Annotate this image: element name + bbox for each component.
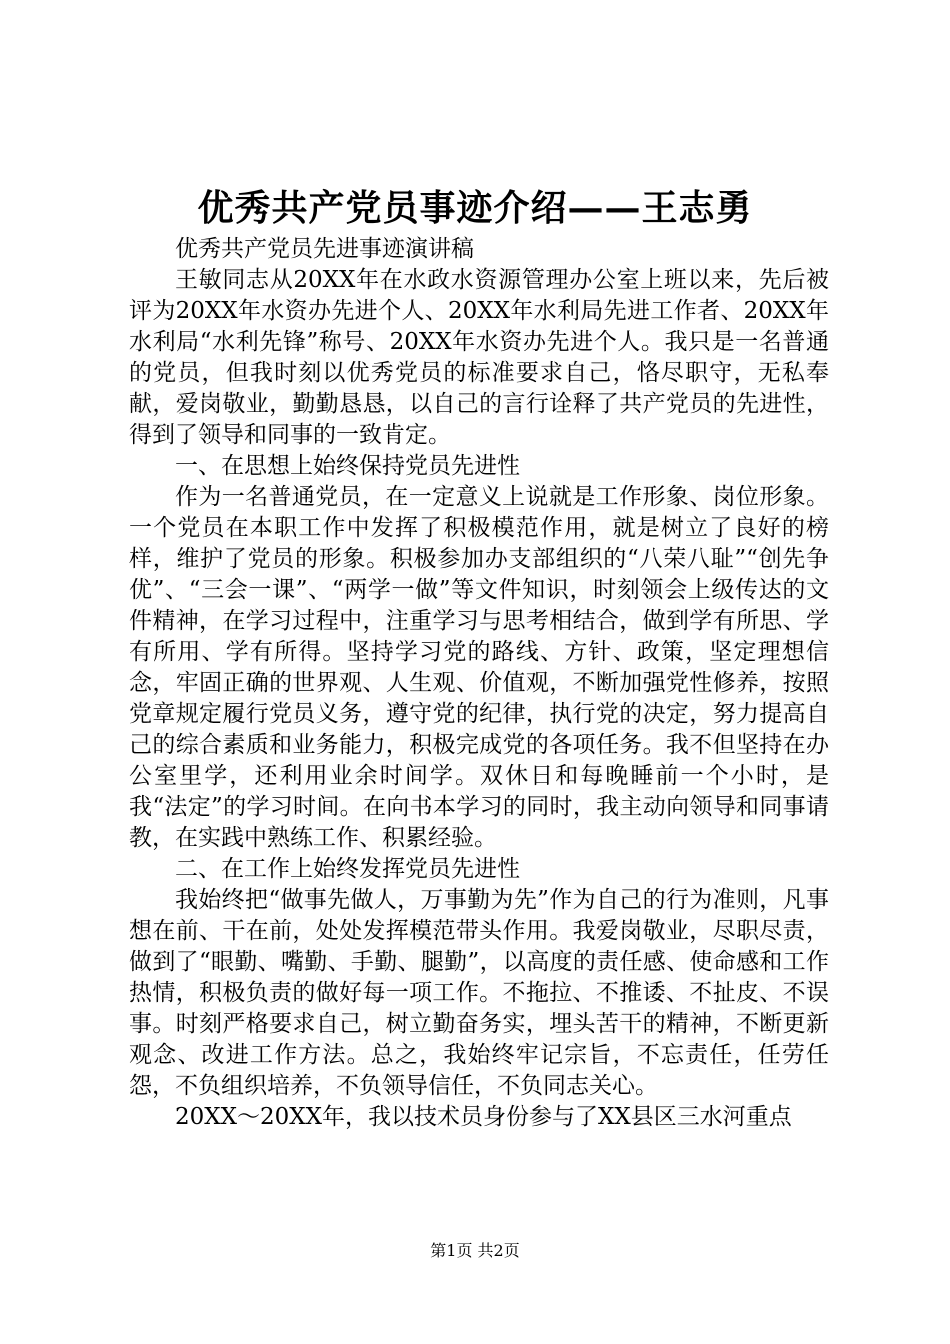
document-body	[129, 234, 829, 1133]
paragraph-continued: 20XX～20XX年，我以技术员身份参与了XX县区三水河重点	[175, 1104, 792, 1130]
page-number-footer: 第1页 共2页	[430, 1241, 520, 1260]
paragraph-section-2: 我始终把“做事先做人，万事勤为先”作为自己的行为准则，凡事想在前、干在前，处处发挥模范带头作用。我爱岗敬业，尽职尽责，做到了“眼勤、嘴勤、手勤、腿勤”，以高度的责任感、使命感和工作热情，积极负责的做好每一项工作。不拖拉、不推诿、不扯皮、不误事。时刻严格要求自己，树立勤奋务实，埋头苦干的精神，不断更新观念、改进工作方法。总之，我始终牢记宗旨，不忘责任，任劳任怨，不负组织培养，不负领导信任，不负同志关心。	[129, 887, 829, 1099]
paragraph-subtitle: 优秀共产党员先进事迹演讲稿	[175, 236, 474, 262]
document-title: 优秀共产党员事迹介绍——王志勇	[197, 187, 753, 229]
paragraph-intro: 王敏同志从20XX年在水政水资源管理办公室上班以来，先后被评为20XX年水资办先进个人、20XX年水利局先进工作者、20XX年水利局“水利先锋”称号、20XX年水资办先进个人。我只是一名普通的党员，但我时刻以优秀党员的标准要求自己，恪尽职守，无私奉献，爱岗敬业，勤勤恳恳，以自己的言行诠释了共产党员的先进性，得到了领导和同事的一致肯定。	[129, 267, 829, 448]
paragraph-section-1: 作为一名普通党员，在一定意义上说就是工作形象、岗位形象。一个党员在本职工作中发挥了积极模范作用，就是树立了良好的榜样，维护了党员的形象。积极参加办支部组织的“八荣八耻”“创先争优”、“三会一课”、“两学一做”等文件知识，时刻领会上级传达的文件精神，在学习过程中，注重学习与思考相结合，做到学有所思、学有所用、学有所得。坚持学习党的路线、方针、政策，坚定理想信念，牢固正确的世界观、人生观、价值观，不断加强党性修养，按照党章规定履行党员义务，遵守党的纪律，执行党的决定，努力提高自己的综合素质和业务能力，积极完成党的各项任务。我不但坚持在办公室里学，还利用业余时间学。双休日和每晚睡前一个小时，是我“法定”的学习时间。在向书本学习的同时，我主动向领导和同事请教，在实践中熟练工作、积累经验。	[129, 484, 829, 851]
section-heading-1: 一、在思想上始终保持党员先进性	[175, 453, 520, 479]
section-heading-2: 二、在工作上始终发挥党员先进性	[175, 856, 520, 882]
